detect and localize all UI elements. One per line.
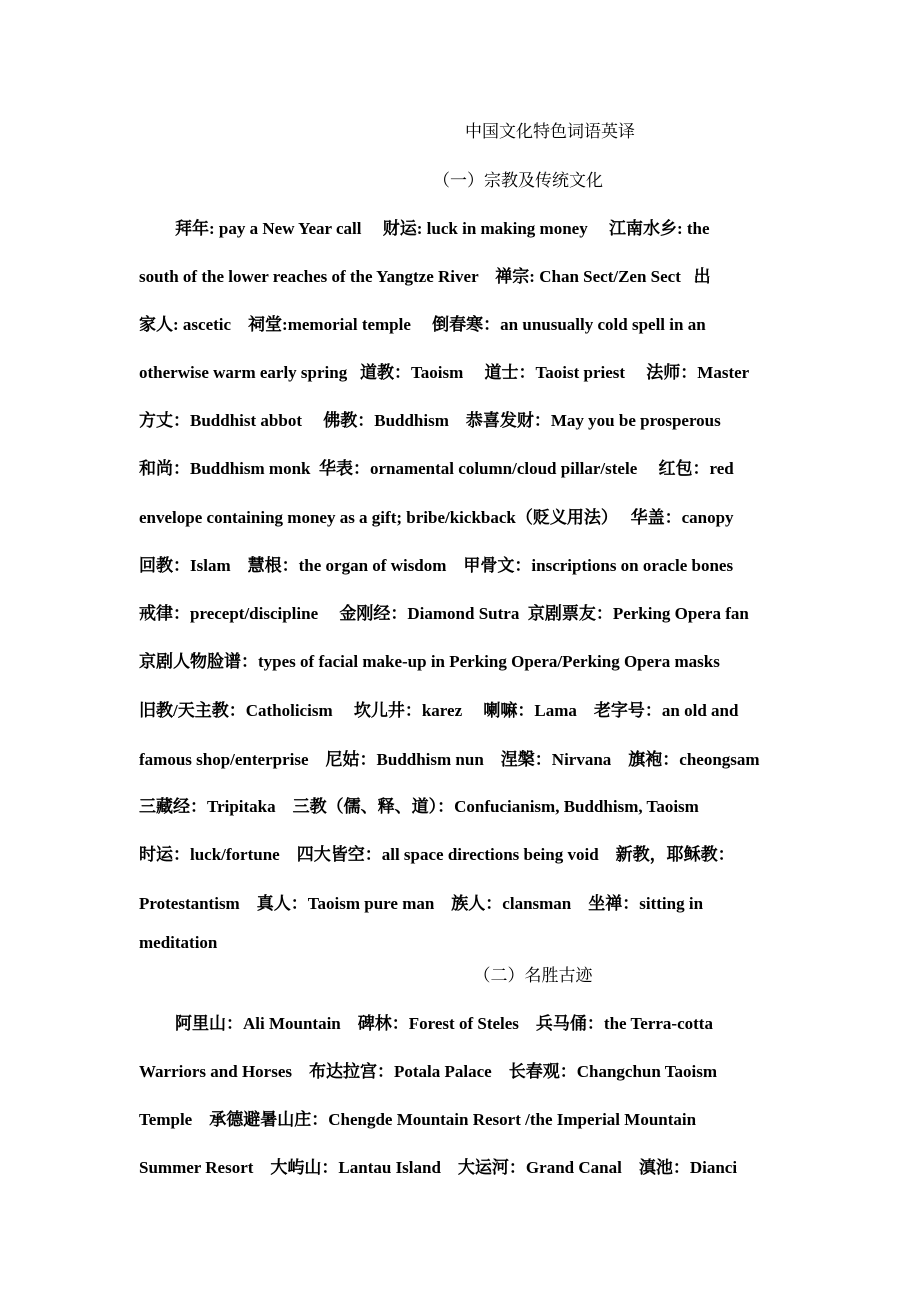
text-line: 京剧人物脸谱：types of facial make-up in Perking Opera/Perking Opera masks	[139, 652, 720, 671]
text-line: 时运：luck/fortune 四大皆空：all space directions being void 新教，耶稣教：	[139, 845, 735, 864]
section-heading-2: （二）名胜古迹	[473, 966, 593, 985]
text-line: south of the lower reaches of the Yangtze River 禅宗: Chan Sect/Zen Sect 出	[139, 267, 711, 286]
text-line: 旧教/天主教：Catholicism 坎儿井：karez 喇嘛：Lama 老字号：an old and	[139, 701, 739, 720]
text-line: 和尚：Buddhism monk 华表：ornamental column/cloud pillar/stele 红包：red	[139, 459, 734, 478]
text-line: famous shop/enterprise 尼姑：Buddhism nun 涅槃：Nirvana 旗袍：cheongsam	[139, 750, 760, 769]
text-line: 方丈：Buddhist abbot 佛教：Buddhism 恭喜发财：May you be prosperous	[139, 411, 721, 430]
text-line: meditation	[139, 933, 218, 952]
text-line: 拜年: pay a New Year call 财运: luck in making money 江南水乡: the	[175, 219, 710, 238]
text-line: envelope containing money as a gift; bribe/kickback（贬义用法） 华盖：canopy	[139, 508, 734, 527]
text-line: Protestantism 真人：Taoism pure man 族人：clansman 坐禅：sitting in	[139, 894, 704, 913]
text-line: 三藏经：Tripitaka 三教（儒、释、道）：Confucianism, Buddhism, Taoism	[139, 797, 699, 816]
text-line: 戒律：precept/discipline 金刚经：Diamond Sutra 京剧票友：Perking Opera fan	[139, 604, 749, 623]
text-line: Summer Resort 大屿山：Lantau Island 大运河：Grand Canal 滇池：Dianci	[139, 1158, 738, 1177]
text-line: otherwise warm early spring 道教：Taoism 道士：Taoist priest 法师：Master	[139, 363, 750, 382]
text-line: Warriors and Horses 布达拉宫：Potala Palace 长春观：Changchun Taoism	[139, 1062, 718, 1081]
section-heading-1: （一）宗教及传统文化	[433, 171, 603, 190]
text-line: 家人: ascetic 祠堂:memorial temple 倒春寒：an unusually cold spell in an	[139, 315, 706, 334]
document-title: 中国文化特色词语英译	[465, 122, 635, 141]
text-line: 阿里山：Ali Mountain 碑林：Forest of Steles 兵马俑：the Terra-cotta	[175, 1014, 713, 1033]
text-line: 回教：Islam 慧根：the organ of wisdom 甲骨文：inscriptions on oracle bones	[139, 556, 734, 575]
text-line: Temple 承德避暑山庄：Chengde Mountain Resort /the Imperial Mountain	[139, 1110, 697, 1129]
